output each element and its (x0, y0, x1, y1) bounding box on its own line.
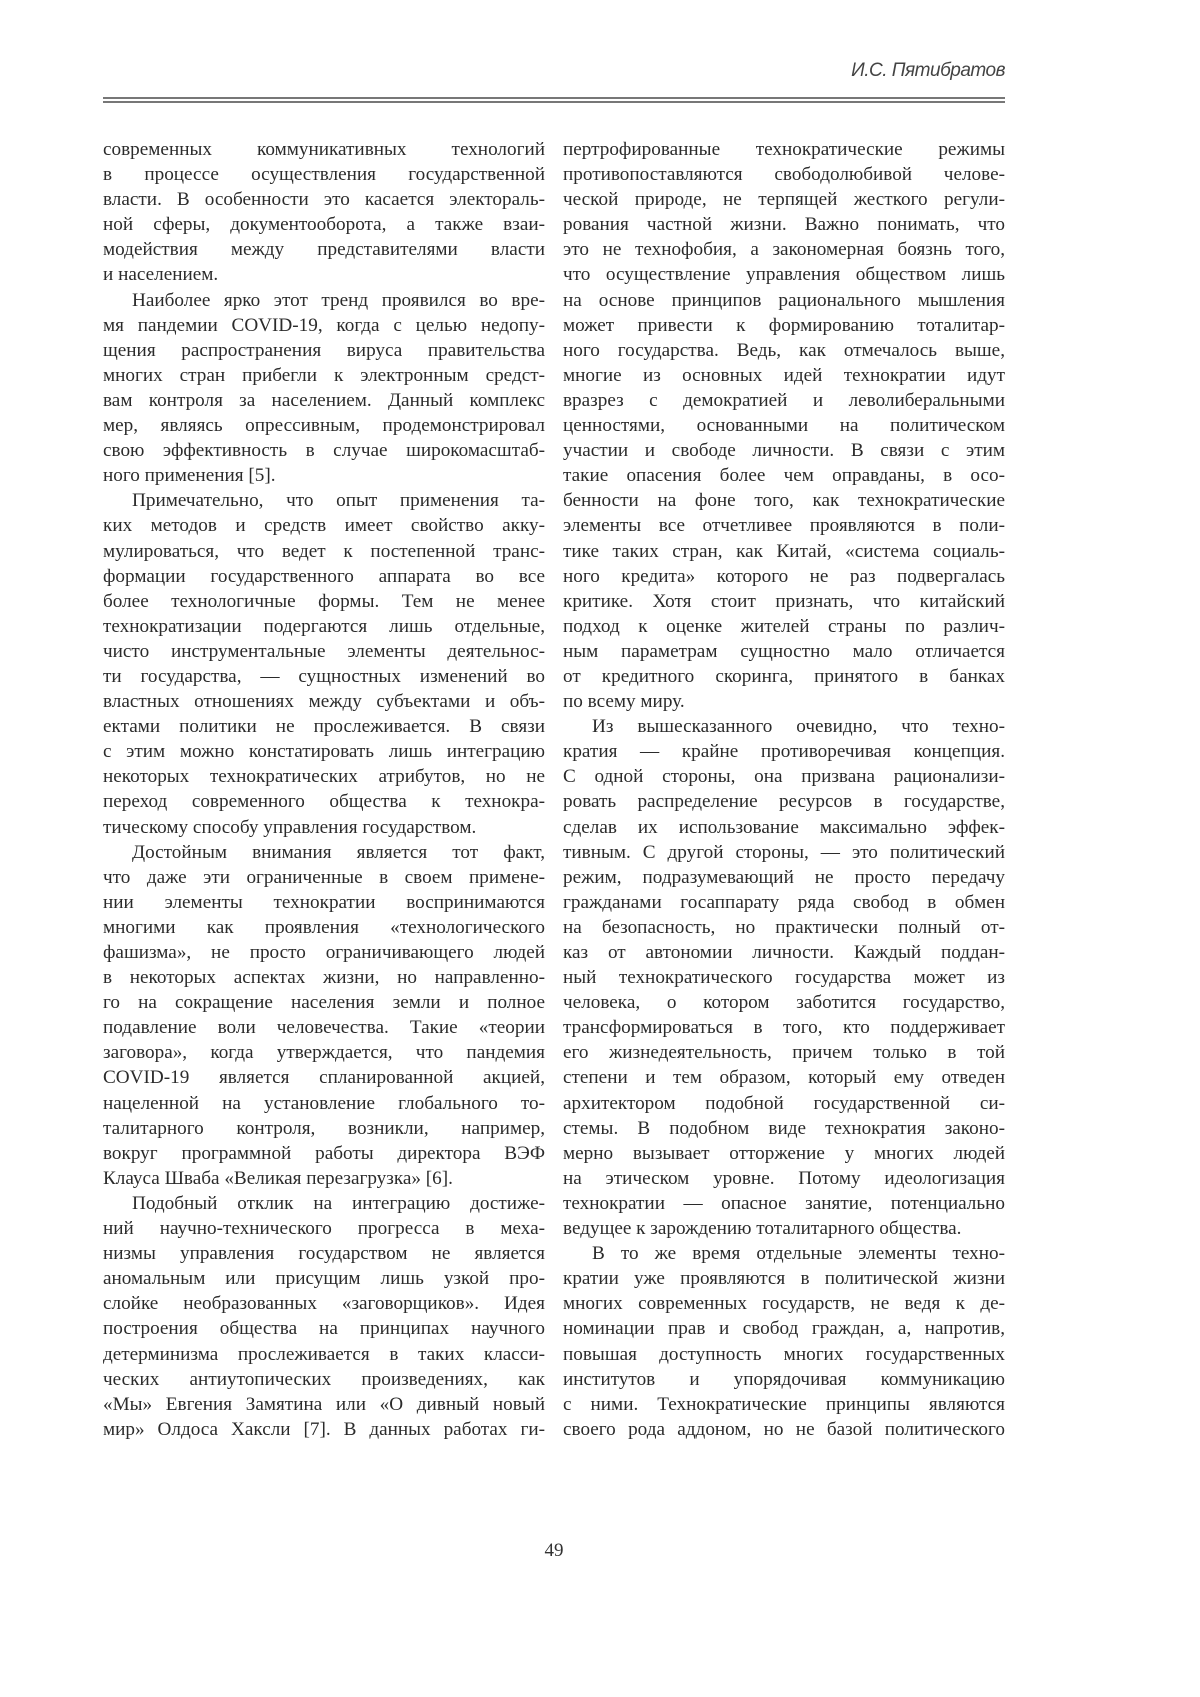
text-line: вокруг программной работы директора ВЭФ (103, 1141, 545, 1166)
text-line: го на сокращение населения земли и полное (103, 990, 545, 1015)
header-double-rule (103, 97, 1005, 103)
text-line: ный технократического государства может из (563, 965, 1005, 990)
text-line: мя пандемии COVID-19, когда с целью недопу- (103, 313, 545, 338)
text-line: ведущее к зарождению тоталитарного общества. (563, 1216, 1005, 1241)
text-line: мерно вызывает отторжение у многих людей (563, 1141, 1005, 1166)
text-line: Достойным внимания является тот факт, (103, 840, 545, 865)
text-line: В то же время отдельные элементы техно- (563, 1241, 1005, 1266)
text-line: что осуществление управления обществом лишь (563, 262, 1005, 287)
paragraph (103, 1191, 545, 1442)
text-line: и населением. (103, 262, 545, 287)
text-line: ти государства, — сущностных изменений во (103, 664, 545, 689)
text-line: талитарного контроля, возникли, например, (103, 1116, 545, 1141)
text-line: ких методов и средств имеет свойство акку- (103, 513, 545, 538)
text-line: может привести к формированию тоталитар- (563, 313, 1005, 338)
text-line: сделав их использование максимально эффек- (563, 815, 1005, 840)
text-line: стемы. В подобном виде технократия законо- (563, 1116, 1005, 1141)
text-line: повышая доступность многих государственных (563, 1342, 1005, 1367)
text-line: многих стран прибегли к электронным средст- (103, 363, 545, 388)
text-line: элементы все отчетливее проявляются в поли- (563, 513, 1005, 538)
text-line: каз от автономии личности. Каждый поддан- (563, 940, 1005, 965)
text-line: формации государственного аппарата во все (103, 564, 545, 589)
text-line: ектами политики не прослеживается. В связи (103, 714, 545, 739)
text-line: многих современных государств, не ведя к де- (563, 1291, 1005, 1316)
text-line: Клауса Шваба «Великая перезагрузка» [6]. (103, 1166, 545, 1191)
text-line: участии и свободе личности. В связи с этим (563, 438, 1005, 463)
text-line: пертрофированные технократические режимы (563, 137, 1005, 162)
text-line: современных коммуникативных технологий (103, 137, 545, 162)
text-line: тическому способу управления государством. (103, 815, 545, 840)
paragraph (103, 488, 545, 839)
text-line: нацеленной на установление глобального то- (103, 1091, 545, 1116)
text-line: свою эффективность в случае широкомасштаб- (103, 438, 545, 463)
text-line: институтов и упорядочивая коммуникацию (563, 1367, 1005, 1392)
text-line: степени и тем образом, который ему отведен (563, 1065, 1005, 1090)
text-line: ческих антиутопических произведениях, как (103, 1367, 545, 1392)
text-line: «Мы» Евгения Замятина или «О дивный новый (103, 1392, 545, 1417)
text-line: ного государства. Ведь, как отмечалось выше, (563, 338, 1005, 363)
text-line: фашизма», не просто ограничивающего людей (103, 940, 545, 965)
text-line: кратия — крайне противоречивая концепция. (563, 739, 1005, 764)
text-line: мир» Олдоса Хаксли [7]. В данных работах ги- (103, 1417, 545, 1442)
text-line: на основе принципов рационального мышления (563, 288, 1005, 313)
text-line: многими как проявления «технологического (103, 915, 545, 940)
text-line: бенности на фоне того, как технократические (563, 488, 1005, 513)
paragraph (103, 137, 545, 288)
text-line: властных отношениях между субъектами и объ- (103, 689, 545, 714)
text-line: с ними. Технократические принципы являются (563, 1392, 1005, 1417)
paragraph (103, 840, 545, 1191)
text-line: своего рода аддоном, но не базой политического (563, 1417, 1005, 1442)
text-line: модействия между представителями власти (103, 237, 545, 262)
text-line: трансформироваться в того, кто поддерживает (563, 1015, 1005, 1040)
text-line: ной сферы, документооборота, а также взаи- (103, 212, 545, 237)
text-line: кратии уже проявляются в политической жизни (563, 1266, 1005, 1291)
text-line: подавление воли человечества. Такие «теории (103, 1015, 545, 1040)
page-number: 49 (0, 1540, 1108, 1562)
text-line: власти. В особенности это касается электораль- (103, 187, 545, 212)
text-line: аномальным или присущим лишь узкой про- (103, 1266, 545, 1291)
text-line: щения распространения вируса правительства (103, 338, 545, 363)
text-line: COVID-19 является спланированной акцией, (103, 1065, 545, 1090)
text-line: С одной стороны, она призвана рационализи- (563, 764, 1005, 789)
text-line: технократизации подергаются лишь отдельные, (103, 614, 545, 639)
paragraph (563, 1241, 1005, 1442)
running-head-author: И.С. Пятибратов (851, 60, 1005, 82)
text-line: Примечательно, что опыт применения та- (103, 488, 545, 513)
text-line: архитектором подобной государственной си- (563, 1091, 1005, 1116)
text-line: заговора», когда утверждается, что пандемия (103, 1040, 545, 1065)
text-line: слойке необразованных «заговорщиков». Идея (103, 1291, 545, 1316)
text-column-right (563, 137, 1005, 1442)
text-line: Из вышесказанного очевидно, что техно- (563, 714, 1005, 739)
text-line: противопоставляются свободолюбивой челове- (563, 162, 1005, 187)
text-line: в процессе осуществления государственной (103, 162, 545, 187)
paragraph (563, 137, 1005, 714)
text-line: технократии — опасное занятие, потенциально (563, 1191, 1005, 1216)
text-line: вам контроля за населением. Данный комплекс (103, 388, 545, 413)
text-line: ческой природе, не терпящей жесткого регули- (563, 187, 1005, 212)
text-line: с этим можно констатировать лишь интеграцию (103, 739, 545, 764)
text-line: более технологичные формы. Тем не менее (103, 589, 545, 614)
text-line: тивным. С другой стороны, — это политический (563, 840, 1005, 865)
paragraph (103, 288, 545, 489)
text-line: многие из основных идей технократии идут (563, 363, 1005, 388)
text-line: ний научно-технического прогресса в меха- (103, 1216, 545, 1241)
text-line: тике таких стран, как Китай, «система социаль- (563, 539, 1005, 564)
text-line: некоторых технократических атрибутов, но не (103, 764, 545, 789)
text-line: ным параметрам сущностно мало отличается (563, 639, 1005, 664)
text-line: детерминизма прослеживается в таких класси- (103, 1342, 545, 1367)
text-line: ного применения [5]. (103, 463, 545, 488)
text-line: подход к оценке жителей страны по различ- (563, 614, 1005, 639)
text-line: переход современного общества к технокра- (103, 789, 545, 814)
text-line: ровать распределение ресурсов в государстве, (563, 789, 1005, 814)
text-line: от кредитного скоринга, принятого в банках (563, 664, 1005, 689)
text-line: это не технофобия, а закономерная боязнь того, (563, 237, 1005, 262)
text-line: на этическом уровне. Потому идеологизация (563, 1166, 1005, 1191)
text-line: в некоторых аспектах жизни, но направленно- (103, 965, 545, 990)
text-line: нии элементы технократии воспринимаются (103, 890, 545, 915)
text-line: чисто инструментальные элементы деятельнос- (103, 639, 545, 664)
text-line: номинации прав и свобод граждан, а, напротив, (563, 1316, 1005, 1341)
text-column-left (103, 137, 545, 1442)
text-line: что даже эти ограниченные в своем примене- (103, 865, 545, 890)
text-line: ного кредита» которого не раз подвергалась (563, 564, 1005, 589)
text-line: мер, являясь опрессивным, продемонстрировал (103, 413, 545, 438)
text-line: Подобный отклик на интеграцию достиже- (103, 1191, 545, 1216)
text-line: построения общества на принципах научного (103, 1316, 545, 1341)
text-line: критике. Хотя стоит признать, что китайский (563, 589, 1005, 614)
paragraph (563, 714, 1005, 1241)
text-line: мулироваться, что ведет к постепенной транс- (103, 539, 545, 564)
text-line: по всему миру. (563, 689, 1005, 714)
text-line: ценностями, основанными на политическом (563, 413, 1005, 438)
text-line: на безопасность, но практически полный от- (563, 915, 1005, 940)
text-line: такие опасения более чем оправданы, в осо- (563, 463, 1005, 488)
text-line: рования частной жизни. Важно понимать, что (563, 212, 1005, 237)
text-line: гражданами госаппарату ряда свобод в обмен (563, 890, 1005, 915)
text-line: вразрез с демократией и леволиберальными (563, 388, 1005, 413)
text-line: низмы управления государством не является (103, 1241, 545, 1266)
text-line: режим, подразумевающий не просто передачу (563, 865, 1005, 890)
text-line: его жизнедеятельность, причем только в той (563, 1040, 1005, 1065)
text-line: Наиболее ярко этот тренд проявился во вре- (103, 288, 545, 313)
text-line: человека, о котором заботится государство, (563, 990, 1005, 1015)
